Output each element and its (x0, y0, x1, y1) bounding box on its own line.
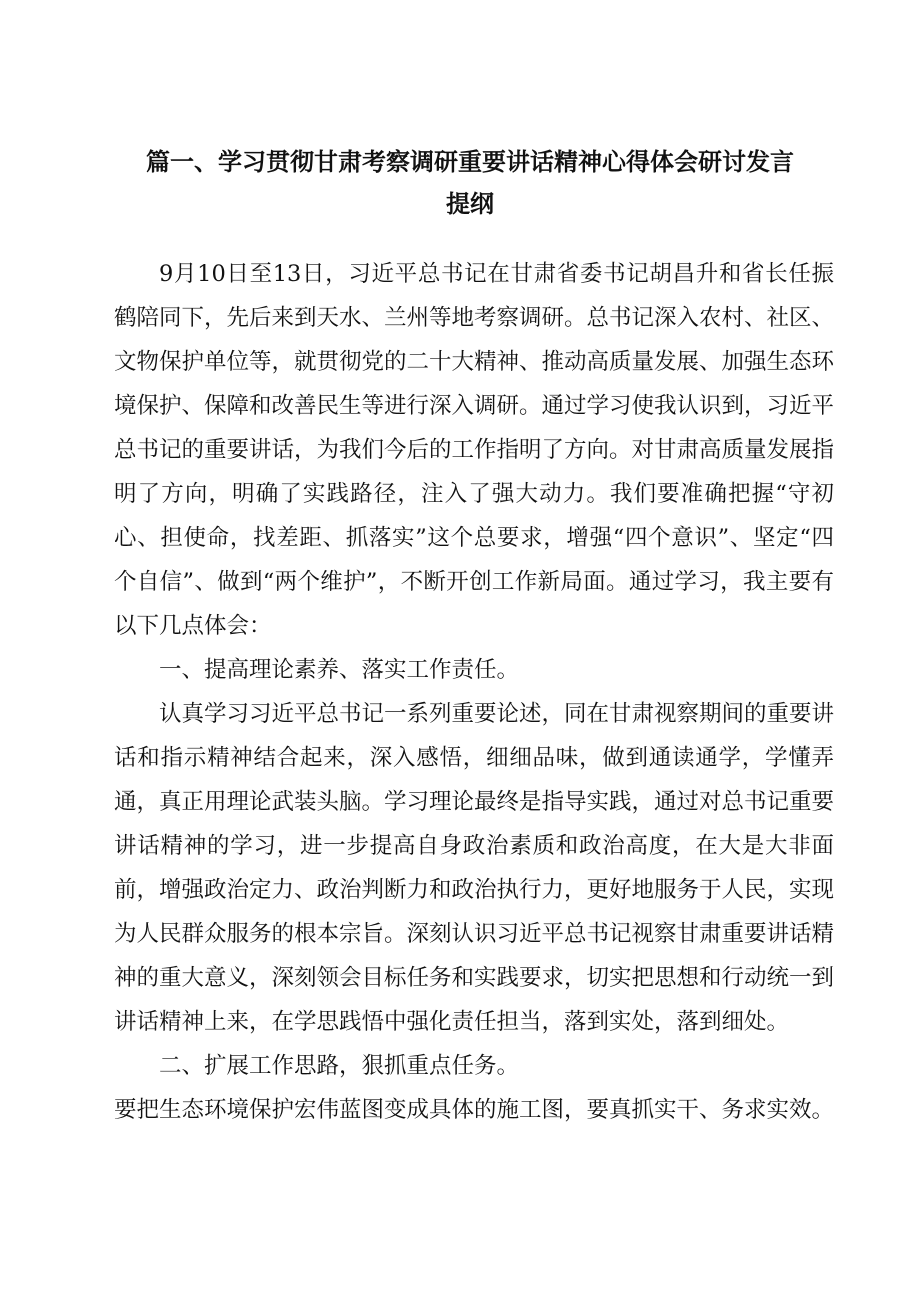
paragraph-intro: 9月10日至13日，习近平总书记在甘肃省委书记胡昌升和省长任振鹤陪同下，先后来到天水、兰州等地考察调研。总书记深入农村、社区、文物保护单位等，就贯彻党的二十大精神、推动高质量发展、加强生态环境保护、保障和改善民生等进行深入调研。通过学习使我认识到，习近平总书记的重要讲话，为我们今后的工作指明了方向。对甘肃高质量发展指明了方向，明确了实践路径，注入了强大动力。我们要准确把握“守初心、担使命，找差距、抓落实”这个总要求，增强“四个意识”、坚定“四个自信”、做到“两个维护”，不断开创工作新局面。通过学习，我主要有以下几点体会： (114, 261, 835, 639)
paragraph-section-2: 要把生态环境保护宏伟蓝图变成具体的施工图，要真抓实干、务求实效。 (114, 1097, 835, 1123)
document-title-line-1: 篇一、学习贯彻甘肃考察调研重要讲话精神心得体会研讨发言 (146, 148, 794, 176)
document-title-line-2: 提纲 (446, 190, 494, 218)
paragraph-section-1: 认真学习习近平总书记一系列重要论述，同在甘肃视察期间的重要讲话和指示精神结合起来，深入感悟，细细品味，做到通读通学，学懂弄通，真正用理论武装头脑。学习理论最终是指导实践，通过对总书记重要讲话精神的学习，进一步提高自身政治素质和政治高度，在大是大非面前，增强政治定力、政治判断力和政治执行力，更好地服务于人民，实现为人民群众服务的根本宗旨。深刻认识习近平总书记视察甘肃重要讲话精神的重大意义，深刻领会目标任务和实践要求，切实把思想和行动统一到讲话精神上来，在学思践悟中强化责任担当，落到实处，落到细处。 (114, 701, 835, 1035)
section-heading-1: 一、提高理论素养、落实工作责任。 (159, 657, 520, 683)
document-body (114, 252, 834, 1132)
section-heading-2: 二、扩展工作思路，狠抓重点任务。 (159, 1053, 520, 1079)
